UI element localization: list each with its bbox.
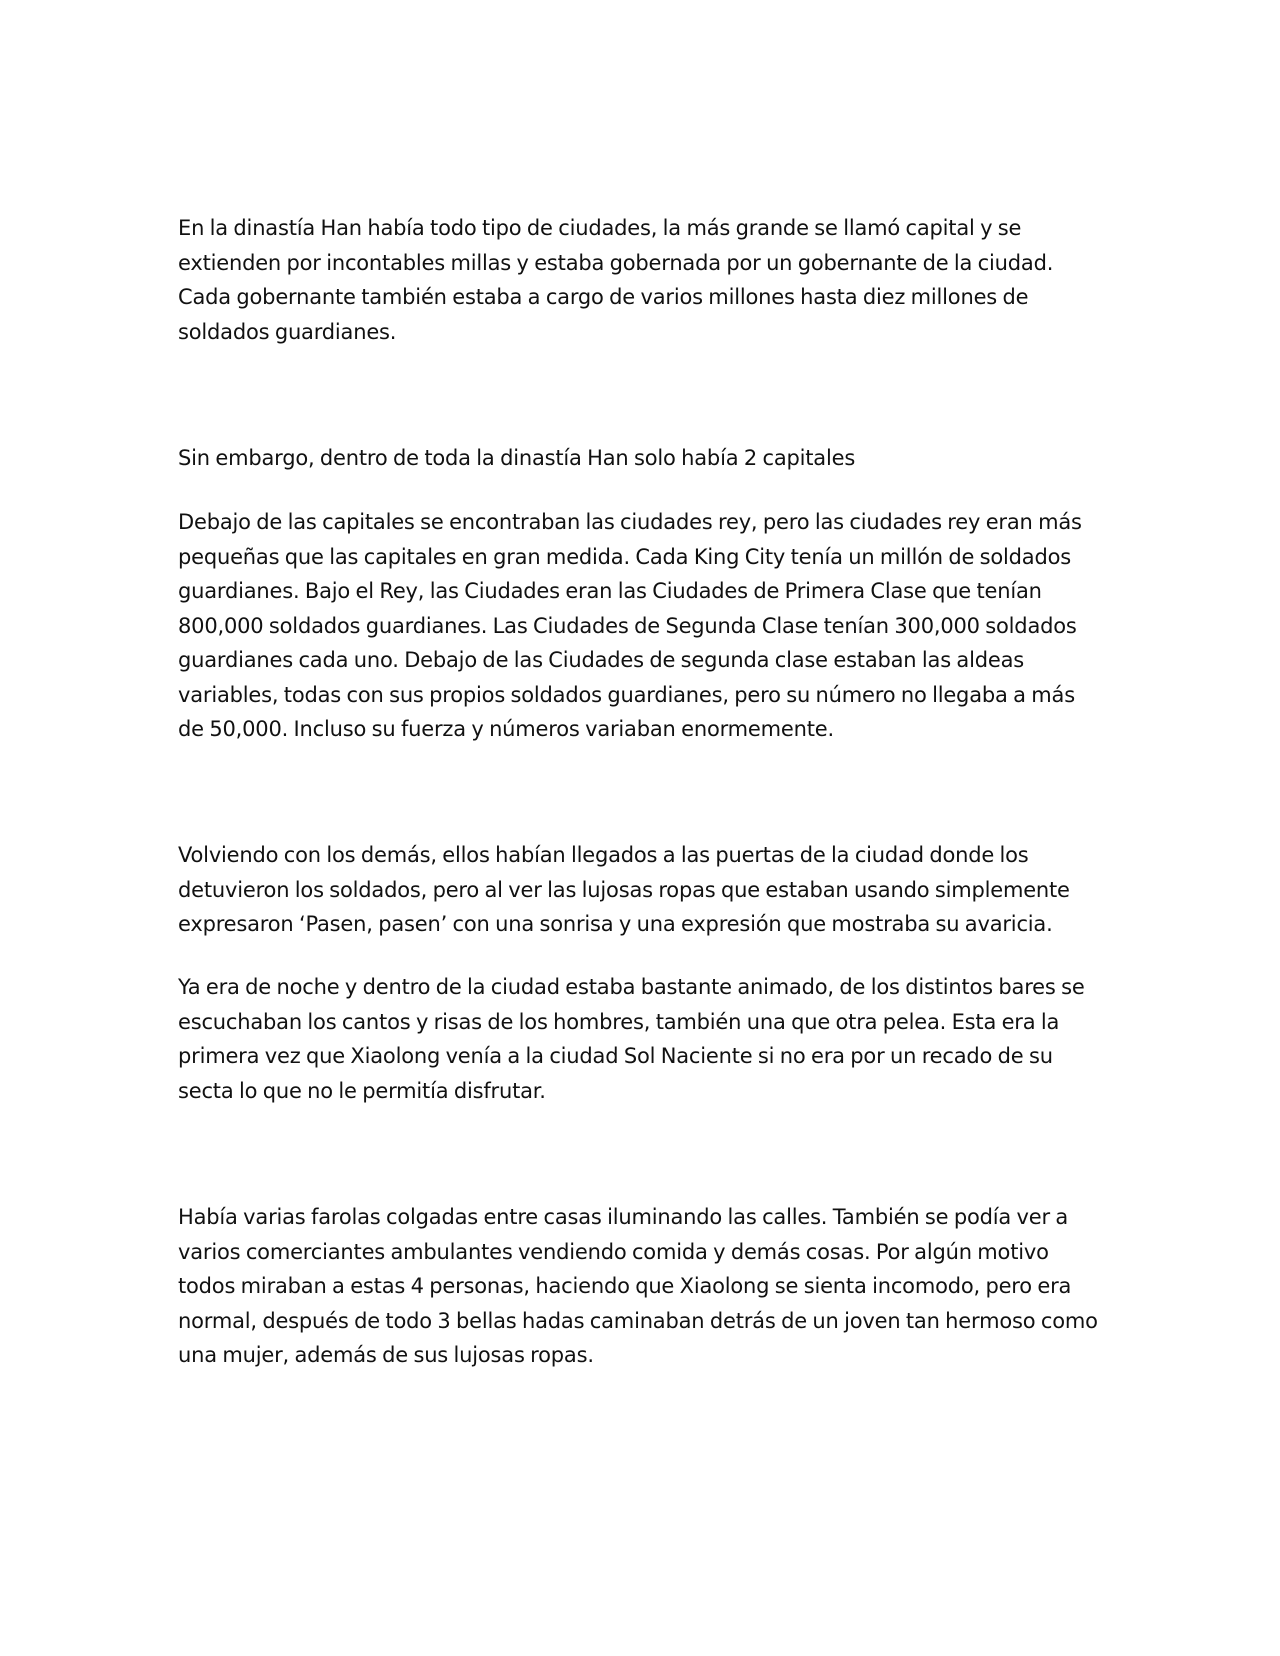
- paragraph-street-lanterns: Había varias farolas colgadas entre casas iluminando las calles. También se podía ver a varios comerciantes ambulantes vendiendo comida y demás cosas. Por algún motivo todos miraban a estas 4 personas, haciendo que Xiaolong se sienta incomodo, pero era normal, después de todo 3 bellas hadas caminaban detrás de un joven tan hermoso como una mujer, además de sus lujosas ropas.: [178, 1205, 1098, 1367]
- paragraph-city-gates: Volviendo con los demás, ellos habían llegados a las puertas de la ciudad donde los detuvieron los soldados, pero al ver las lujosas ropas que estaban usando simplemente expresaron ‘Pasen, pasen’ con una sonrisa y una expresión que mostraba su avaricia.: [178, 843, 1070, 936]
- paragraph-city-ranks: Debajo de las capitales se encontraban las ciudades rey, pero las ciudades rey eran más pequeñas que las capitales en gran medida. Cada King City tenía un millón de soldados guardianes. Bajo el Rey, las Ciudades eran las Ciudades de Primera Clase que tenían 800,000 soldados guardianes. Las Ciudades de Segunda Clase tenían 300,000 soldados guardianes cada uno. Debajo de las Ciudades de segunda clase estaban las aldeas variables, todas con sus propios soldados guardianes, pero su número no llegaba a más de 50,000. Incluso su fuerza y números variaban enormemente.: [178, 510, 1082, 741]
- paragraph-night-city: Ya era de noche y dentro de la ciudad estaba bastante animado, de los distintos bares se escuchaban los cantos y risas de los hombres, también una que otra pelea. Esta era la primera vez que Xiaolong venía a la ciudad Sol Naciente si no era por un recado de su secta lo que no le permitía disfrutar.: [178, 975, 1085, 1103]
- paragraph-two-capitals: Sin embargo, dentro de toda la dinastía Han solo había 2 capitales: [178, 446, 856, 470]
- paragraph-han-cities: En la dinastía Han había todo tipo de ciudades, la más grande se llamó capital y se extienden por incontables millas y estaba gobernada por un gobernante de la ciudad. Cada gobernante también estaba a cargo de varios millones hasta diez millones de soldados guardianes.: [178, 216, 1054, 344]
